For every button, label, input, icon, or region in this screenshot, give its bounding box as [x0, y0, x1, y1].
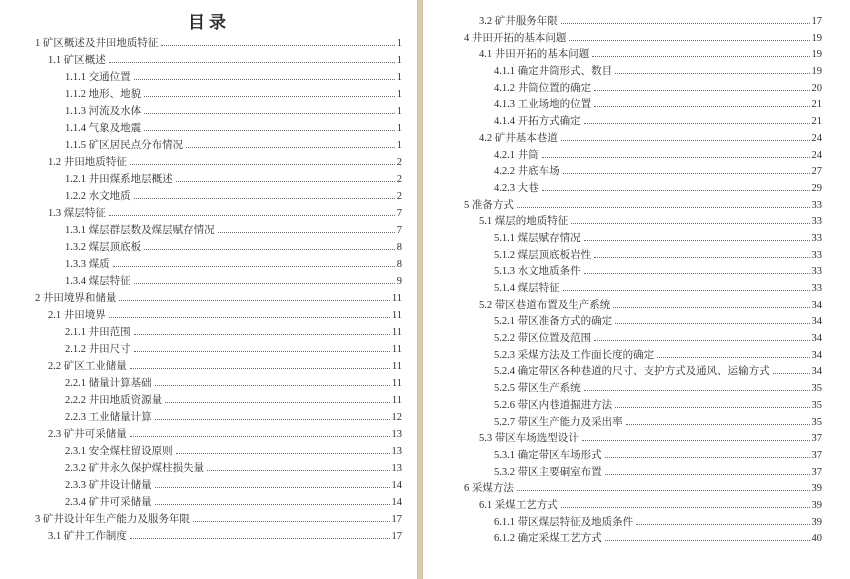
toc-entry-label: 2.3 矿井可采储量 — [48, 429, 127, 440]
toc-entry-page-number: 1 — [396, 55, 402, 66]
toc-entry-page-number: 14 — [391, 497, 402, 508]
toc-entry — [423, 130, 822, 147]
toc-entry-label: 5.3.1 确定带区车场形式 — [494, 449, 602, 461]
toc-entry-label: 5.2.4 确定带区各种巷道的尺寸、支护方式及通风、运输方式 — [494, 366, 770, 378]
dot-leader — [119, 300, 390, 301]
toc-entry — [423, 330, 822, 347]
toc-entry-page-number: 11 — [391, 395, 402, 406]
dot-leader — [615, 323, 809, 324]
toc-entry-label: 5.2.2 带区位置及范围 — [494, 333, 592, 345]
dot-leader — [636, 524, 809, 525]
toc-entry-label: 2.1 井田境界 — [48, 310, 106, 321]
dot-leader — [134, 283, 395, 284]
toc-entry — [423, 280, 822, 297]
toc-entry — [0, 239, 402, 256]
toc-entry-label: 4.2.2 井底车场 — [494, 166, 560, 178]
toc-entry — [0, 256, 402, 273]
toc-entry-page-number: 17 — [391, 514, 402, 525]
toc-entry-page-number: 14 — [391, 480, 402, 491]
toc-entry-page-number: 13 — [391, 463, 402, 474]
toc-entry — [0, 188, 402, 205]
toc-entry-page-number: 35 — [811, 416, 822, 428]
toc-entry-page-number: 35 — [811, 383, 822, 395]
toc-entry-page-number: 12 — [391, 412, 402, 423]
toc-entry-page-number: 9 — [396, 276, 402, 287]
toc-entry-label: 2.2 矿区工业储量 — [48, 361, 127, 372]
toc-entry-page-number: 1 — [396, 106, 402, 117]
dot-leader — [165, 402, 390, 403]
toc-entry-label: 1.1.3 河流及水体 — [65, 106, 142, 117]
dot-leader — [130, 538, 390, 539]
dot-leader — [584, 123, 810, 124]
toc-entry-page-number: 11 — [391, 378, 402, 389]
toc-entry — [0, 358, 402, 375]
toc-entry — [423, 464, 822, 481]
dot-leader — [657, 357, 809, 358]
dot-leader — [130, 436, 390, 437]
toc-entry — [423, 447, 822, 464]
toc-entry-page-number: 34 — [811, 333, 822, 345]
toc-entry-label: 1 矿区概述及井田地质特征 — [35, 38, 159, 49]
toc-entry-label: 2 井田境界和储量 — [35, 293, 117, 304]
toc-entry — [0, 494, 402, 511]
toc-entry — [423, 313, 822, 330]
toc-entry-page-number: 13 — [391, 429, 402, 440]
toc-entry-page-number: 34 — [811, 349, 822, 361]
toc-entry-label: 4.1.2 井筒位置的确定 — [494, 82, 592, 94]
toc-entry — [423, 13, 822, 30]
toc-entry-page-number: 39 — [811, 516, 822, 528]
toc-entry — [423, 113, 822, 130]
toc-entry-label: 6.1 采煤工艺方式 — [479, 499, 558, 511]
toc-entry-label: 4.2 矿井基本巷道 — [479, 132, 558, 144]
dot-leader — [605, 457, 810, 458]
toc-entry-label: 1.3.3 煤质 — [65, 259, 110, 270]
toc-entries-left — [0, 35, 418, 545]
toc-entry-page-number: 11 — [391, 293, 402, 304]
toc-entry-label: 6.1.2 确定采煤工艺方式 — [494, 533, 602, 545]
toc-entry-page-number: 33 — [811, 199, 822, 211]
toc-entry-page-number: 21 — [811, 99, 822, 111]
toc-entry — [0, 86, 402, 103]
toc-entry-label: 5.1.1 煤层赋存情况 — [494, 232, 581, 244]
dot-leader — [594, 106, 809, 107]
dot-leader — [569, 40, 809, 41]
toc-entry-label: 5.2.1 带区准备方式的确定 — [494, 316, 613, 328]
dot-leader — [109, 215, 395, 216]
dot-leader — [134, 198, 395, 199]
toc-entry-page-number: 33 — [811, 249, 822, 261]
toc-page-right — [423, 0, 850, 579]
toc-entry-page-number: 11 — [391, 310, 402, 321]
dot-leader — [563, 173, 810, 174]
dot-leader — [207, 470, 389, 471]
toc-entry — [0, 477, 402, 494]
toc-entry-label: 1.3.1 煤层群层数及煤层赋存情况 — [65, 225, 215, 236]
dot-leader — [594, 90, 809, 91]
toc-entry — [423, 46, 822, 63]
toc-entry-label: 1.3 煤层特征 — [48, 208, 106, 219]
dot-leader — [218, 232, 395, 233]
toc-entry — [0, 341, 402, 358]
toc-entry-label: 5.1.2 煤层顶底板岩性 — [494, 249, 592, 261]
toc-entry-label: 4.2.3 大巷 — [494, 182, 539, 194]
toc-entry-label: 2.3.4 矿井可采储量 — [65, 497, 152, 508]
toc-entry-label: 2.2.3 工业储量计算 — [65, 412, 152, 423]
toc-entry-label: 5 准备方式 — [464, 199, 514, 211]
toc-entry-label: 4 井田开拓的基本问题 — [464, 32, 567, 44]
dot-leader — [130, 164, 395, 165]
toc-entry — [423, 230, 822, 247]
dot-leader — [594, 340, 809, 341]
toc-entry-label: 2.2.2 井田地质资源量 — [65, 395, 163, 406]
toc-entry-label: 1.2.1 井田煤系地层概述 — [65, 174, 173, 185]
toc-entry — [423, 347, 822, 364]
toc-entry-page-number: 33 — [811, 216, 822, 228]
toc-entry — [0, 205, 402, 222]
toc-entry-label: 1.3.4 煤层特征 — [65, 276, 131, 287]
toc-entry-page-number: 19 — [811, 32, 822, 44]
toc-entry — [0, 307, 402, 324]
toc-entry — [0, 426, 402, 443]
toc-entry-page-number: 1 — [396, 89, 402, 100]
toc-entry — [423, 163, 822, 180]
dot-leader — [615, 73, 809, 74]
toc-entry — [423, 213, 822, 230]
dot-leader — [144, 249, 395, 250]
toc-entry-label: 4.1.1 确定井筒形式、数目 — [494, 66, 613, 78]
toc-entry-page-number: 8 — [396, 259, 402, 270]
toc-entry — [423, 363, 822, 380]
toc-entry-label: 3.1 矿井工作制度 — [48, 531, 127, 542]
toc-entry-label: 1.2 井田地质特征 — [48, 157, 127, 168]
dot-leader — [773, 373, 810, 374]
toc-entry-page-number: 11 — [391, 344, 402, 355]
toc-entry-label: 5.2 带区巷道布置及生产系统 — [479, 299, 611, 311]
toc-entry — [0, 120, 402, 137]
toc-entry — [423, 530, 822, 547]
toc-entry — [0, 52, 402, 69]
dot-leader — [155, 419, 390, 420]
toc-entry — [0, 273, 402, 290]
dot-leader — [113, 266, 395, 267]
toc-entry-page-number: 17 — [811, 16, 822, 27]
toc-entry-label: 5.1 煤层的地质特征 — [479, 216, 569, 228]
dot-leader — [517, 490, 810, 491]
dot-leader — [561, 140, 810, 141]
toc-entry-label: 5.1.4 煤层特征 — [494, 283, 560, 294]
dot-leader — [144, 96, 395, 97]
toc-entry-label: 1.1.4 气象及地震 — [65, 123, 142, 134]
dot-leader — [176, 453, 390, 454]
toc-entry-label: 2.3.2 矿井永久保护煤柱损失量 — [65, 463, 205, 474]
toc-entry — [0, 290, 402, 307]
dot-leader — [605, 474, 810, 475]
dot-leader — [144, 113, 395, 114]
toc-entry-page-number: 24 — [811, 149, 822, 161]
toc-entry — [423, 397, 822, 414]
dot-leader — [594, 257, 809, 258]
dot-leader — [584, 273, 810, 274]
toc-entry-page-number: 35 — [811, 399, 822, 411]
toc-entry-label: 4.2.1 井筒 — [494, 149, 539, 161]
toc-entry — [423, 480, 822, 497]
toc-entry — [423, 80, 822, 97]
toc-entry — [0, 443, 402, 460]
dot-leader — [561, 23, 810, 24]
dot-leader — [582, 440, 810, 441]
toc-entry-page-number: 27 — [811, 166, 822, 178]
toc-entry — [423, 147, 822, 164]
toc-entry — [423, 380, 822, 397]
toc-entry — [0, 103, 402, 120]
toc-entry-label: 6.1.1 带区煤层特征及地质条件 — [494, 516, 634, 528]
toc-entry — [423, 297, 822, 314]
toc-entry-page-number: 37 — [811, 433, 822, 445]
toc-entry — [0, 460, 402, 477]
toc-entry — [0, 375, 402, 392]
toc-entry-label: 1.2.2 水文地质 — [65, 191, 131, 202]
toc-entry-page-number: 1 — [396, 38, 402, 49]
toc-entry-page-number: 2 — [396, 174, 402, 185]
toc-entry — [423, 180, 822, 197]
toc-entry-label: 5.2.6 带区内巷道掘进方法 — [494, 399, 613, 411]
dot-leader — [155, 487, 390, 488]
dot-leader — [134, 79, 395, 80]
toc-entry-page-number: 13 — [391, 446, 402, 457]
dot-leader — [517, 207, 810, 208]
toc-entry-page-number: 37 — [811, 449, 822, 461]
toc-entry-label: 1.1 矿区概述 — [48, 55, 106, 66]
dot-leader — [176, 181, 395, 182]
toc-entry-page-number: 33 — [811, 266, 822, 278]
dot-leader — [613, 307, 809, 308]
dot-leader — [615, 407, 809, 408]
dot-leader — [134, 351, 390, 352]
toc-entry-page-number: 39 — [811, 483, 822, 495]
toc-entry — [423, 497, 822, 514]
toc-entry-page-number: 33 — [811, 232, 822, 244]
dot-leader — [542, 157, 810, 158]
toc-entry — [423, 263, 822, 280]
toc-entry-page-number: 2 — [396, 191, 402, 202]
toc-entry — [0, 137, 402, 154]
toc-entry — [423, 63, 822, 80]
toc-entry-label: 2.1.2 井田尺寸 — [65, 344, 131, 355]
toc-entry — [423, 197, 822, 214]
toc-entry-label: 5.2.7 带区生产能力及采出率 — [494, 416, 623, 428]
toc-entry — [0, 171, 402, 188]
toc-entry-label: 2.2.1 储量计算基础 — [65, 378, 152, 389]
toc-entry-label: 5.2.5 带区生产系统 — [494, 383, 581, 395]
toc-entry — [423, 96, 822, 113]
toc-entry-label: 6 采煤方法 — [464, 483, 514, 495]
toc-entry-page-number: 1 — [396, 72, 402, 83]
toc-entry — [423, 30, 822, 47]
toc-entry-page-number: 33 — [811, 283, 822, 294]
toc-entry — [0, 392, 402, 409]
toc-entry-label: 5.2.3 采煤方法及工作面长度的确定 — [494, 349, 655, 361]
toc-entry-label: 3.2 矿井服务年限 — [479, 16, 558, 27]
toc-entry-page-number: 20 — [811, 82, 822, 94]
dot-leader — [605, 540, 810, 541]
dot-leader — [584, 390, 810, 391]
toc-entry-page-number: 34 — [811, 299, 822, 311]
toc-entry-page-number: 37 — [811, 466, 822, 478]
toc-entry-page-number: 19 — [811, 66, 822, 78]
toc-entry-label: 4.1.3 工业场地的位置 — [494, 99, 592, 111]
dot-leader — [109, 62, 395, 63]
toc-title: 目录 — [188, 13, 230, 32]
dot-leader — [144, 130, 395, 131]
dot-leader — [134, 334, 390, 335]
toc-entry — [423, 514, 822, 531]
toc-entry — [0, 154, 402, 171]
dot-leader — [130, 368, 390, 369]
dot-leader — [571, 223, 809, 224]
toc-page-left — [0, 0, 418, 579]
toc-entry — [0, 222, 402, 239]
toc-entry-label: 1.1.5 矿区居民点分布情况 — [65, 140, 184, 151]
toc-entry-page-number: 11 — [391, 361, 402, 372]
toc-entry-page-number: 8 — [396, 242, 402, 253]
dot-leader — [626, 424, 810, 425]
toc-entry-page-number: 34 — [811, 366, 822, 378]
toc-entry — [423, 414, 822, 431]
toc-entry-label: 3 矿井设计年生产能力及服务年限 — [35, 514, 190, 525]
toc-entry-page-number: 7 — [396, 225, 402, 236]
toc-entry-page-number: 19 — [811, 49, 822, 61]
toc-entry — [0, 511, 402, 528]
toc-entry-label: 5.3 带区车场选型设计 — [479, 433, 579, 445]
toc-entry-page-number: 40 — [811, 533, 822, 545]
toc-entry-page-number: 17 — [391, 531, 402, 542]
toc-entry-page-number: 11 — [391, 327, 402, 338]
toc-entry-label: 5.1.3 水文地质条件 — [494, 266, 581, 278]
toc-entry-page-number: 7 — [396, 208, 402, 219]
dot-leader — [186, 147, 395, 148]
dot-leader — [155, 385, 390, 386]
toc-entry-page-number: 1 — [396, 140, 402, 151]
toc-entry-label: 2.1.1 井田范围 — [65, 327, 131, 338]
toc-entry-label: 2.3.1 安全煤柱留设原则 — [65, 446, 173, 457]
dot-leader — [155, 504, 390, 505]
toc-entry-page-number: 39 — [811, 499, 822, 511]
toc-entry — [0, 35, 402, 52]
dot-leader — [584, 240, 810, 241]
dot-leader — [561, 507, 810, 508]
toc-entry — [0, 324, 402, 341]
toc-entry — [423, 430, 822, 447]
toc-entry-page-number: 1 — [396, 123, 402, 134]
toc-entry-label: 1.3.2 煤层顶底板 — [65, 242, 142, 253]
dot-leader — [592, 56, 809, 57]
toc-entry — [423, 247, 822, 264]
dot-leader — [109, 317, 390, 318]
toc-entry-page-number: 2 — [396, 157, 402, 168]
toc-entry-page-number: 29 — [811, 182, 822, 194]
toc-entry — [0, 409, 402, 426]
toc-entry-label: 1.1.2 地形、地貌 — [65, 89, 142, 100]
toc-entries-right — [423, 13, 850, 547]
dot-leader — [542, 190, 810, 191]
dot-leader — [161, 45, 394, 46]
toc-entry-page-number: 21 — [811, 116, 822, 128]
toc-entry-label: 4.1 井田开拓的基本问题 — [479, 49, 590, 61]
toc-entry-page-number: 34 — [811, 316, 822, 328]
toc-entry-label: 5.3.2 带区主要硐室布置 — [494, 466, 602, 478]
toc-entry-label: 4.1.4 开拓方式确定 — [494, 116, 581, 128]
toc-entry-page-number: 24 — [811, 132, 822, 144]
toc-entry-label: 2.3.3 矿井设计储量 — [65, 480, 152, 491]
toc-entry-label: 1.1.1 交通位置 — [65, 72, 131, 83]
dot-leader — [563, 290, 810, 291]
toc-entry — [0, 69, 402, 86]
dot-leader — [193, 521, 390, 522]
toc-entry — [0, 528, 402, 545]
